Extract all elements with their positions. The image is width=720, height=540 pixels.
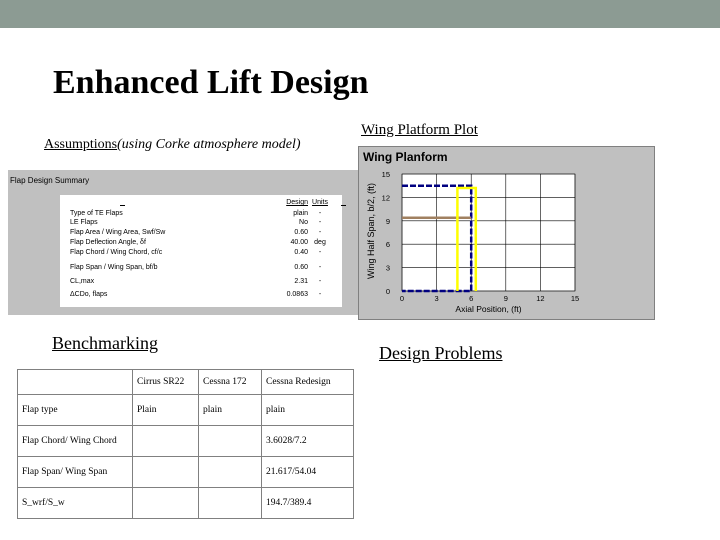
flap-row-unit: - — [318, 210, 322, 217]
x-tick-label: 9 — [503, 294, 508, 303]
assumptions-heading — [44, 137, 301, 153]
design-column-header: Design — [286, 199, 308, 206]
units-column-header: Units — [312, 199, 328, 206]
y-tick-label: 0 — [385, 287, 390, 296]
table-row — [18, 488, 354, 519]
flap-row-label: Flap Span / Wing Span, bf/b — [70, 264, 158, 271]
chart-y-axis-title: Wing Half Span, b/2, (ft) — [366, 182, 376, 280]
chart-title: Wing Planform — [363, 150, 448, 164]
flap-row-unit: deg — [314, 239, 326, 246]
y-tick-label: 12 — [381, 193, 390, 203]
header-dash-left — [120, 205, 125, 206]
table-cell: S_wrf/S_w — [18, 488, 133, 519]
table-row — [18, 395, 354, 426]
flap-row-value: 40.00 — [290, 239, 308, 246]
flap-row-value: plain — [293, 210, 308, 217]
flap-row-value: No — [299, 219, 308, 226]
flap-row-label: Flap Deflection Angle, δf — [70, 239, 146, 246]
table-header-row — [18, 370, 354, 395]
table-cell: Flap Chord/ Wing Chord — [18, 426, 133, 457]
table-header-cell: Cessna Redesign — [262, 370, 354, 395]
table-cell: 21.617/54.04 — [262, 457, 354, 488]
flap-row-value: 0.0863 — [286, 291, 308, 298]
table-cell — [199, 426, 262, 457]
table-header-cell: Cessna 172 — [199, 370, 262, 395]
flap-row-label: Flap Area / Wing Area, Swf/Sw — [70, 229, 166, 236]
header-dash-right — [341, 205, 346, 206]
flap-row-value: 0.60 — [294, 264, 308, 271]
table-row — [18, 426, 354, 457]
table-cell: plain — [199, 395, 262, 426]
table-cell: Flap Span/ Wing Span — [18, 457, 133, 488]
x-tick-label: 6 — [469, 294, 474, 303]
x-tick-label: 0 — [399, 294, 405, 303]
flap-row-value: 0.60 — [294, 229, 308, 236]
table-cell — [199, 488, 262, 519]
x-tick-label: 3 — [434, 294, 439, 303]
assumptions-label: Assumptions — [44, 137, 118, 152]
platform-plot-heading: Wing Platform Plot — [361, 122, 478, 138]
y-tick-label: 9 — [385, 216, 390, 226]
flap-row-unit: - — [318, 278, 322, 285]
flap-row-value: 2.31 — [294, 278, 308, 285]
table-row — [18, 457, 354, 488]
table-cell: 3.6028/7.2 — [262, 426, 354, 457]
y-tick-label: 3 — [385, 263, 390, 273]
x-tick-label: 12 — [536, 294, 545, 303]
y-tick-label: 15 — [381, 170, 390, 179]
plot-area — [402, 174, 575, 291]
flap-row-label: Flap Chord / Wing Chord, cf/c — [70, 249, 163, 256]
flap-row-label: ΔCDo, flaps — [70, 291, 108, 298]
table-cell: 194.7/389.4 — [262, 488, 354, 519]
flap-row-label: CL,max — [70, 278, 95, 285]
flap-row-unit: - — [318, 291, 322, 298]
flap-summary-title: Flap Design Summary — [10, 176, 90, 185]
table-cell: plain — [262, 395, 354, 426]
design-problems-heading: Design Problems — [379, 343, 503, 363]
table-header-cell — [18, 370, 133, 395]
benchmark-table — [17, 369, 354, 519]
table-header-cell: Cirrus SR22 — [133, 370, 199, 395]
table-cell — [133, 488, 199, 519]
slide-title: Enhanced Lift Design — [53, 64, 369, 101]
table-cell — [133, 457, 199, 488]
x-tick-label: 15 — [570, 294, 580, 303]
flap-row-unit: - — [318, 264, 322, 271]
table-cell: Plain — [133, 395, 199, 426]
flap-design-summary-panel — [8, 170, 358, 315]
flap-row-label: Type of TE Flaps — [70, 210, 123, 217]
flap-row-label: LE Flaps — [70, 219, 98, 226]
flap-row-value: 0.40 — [294, 249, 308, 256]
table-cell — [133, 426, 199, 457]
table-cell — [199, 457, 262, 488]
wing-planform-chart — [358, 146, 655, 320]
flap-row-unit: - — [318, 249, 322, 256]
flap-row-unit: - — [318, 229, 322, 236]
flap-row-unit: - — [318, 219, 322, 226]
y-tick-label: 6 — [385, 240, 390, 250]
assumptions-note: (using Corke atmosphere model) — [117, 137, 301, 152]
benchmarking-heading: Benchmarking — [52, 333, 158, 353]
chart-x-axis-title: Axial Position, (ft) — [455, 304, 522, 314]
table-cell: Flap type — [18, 395, 133, 426]
top-banner — [0, 0, 720, 28]
